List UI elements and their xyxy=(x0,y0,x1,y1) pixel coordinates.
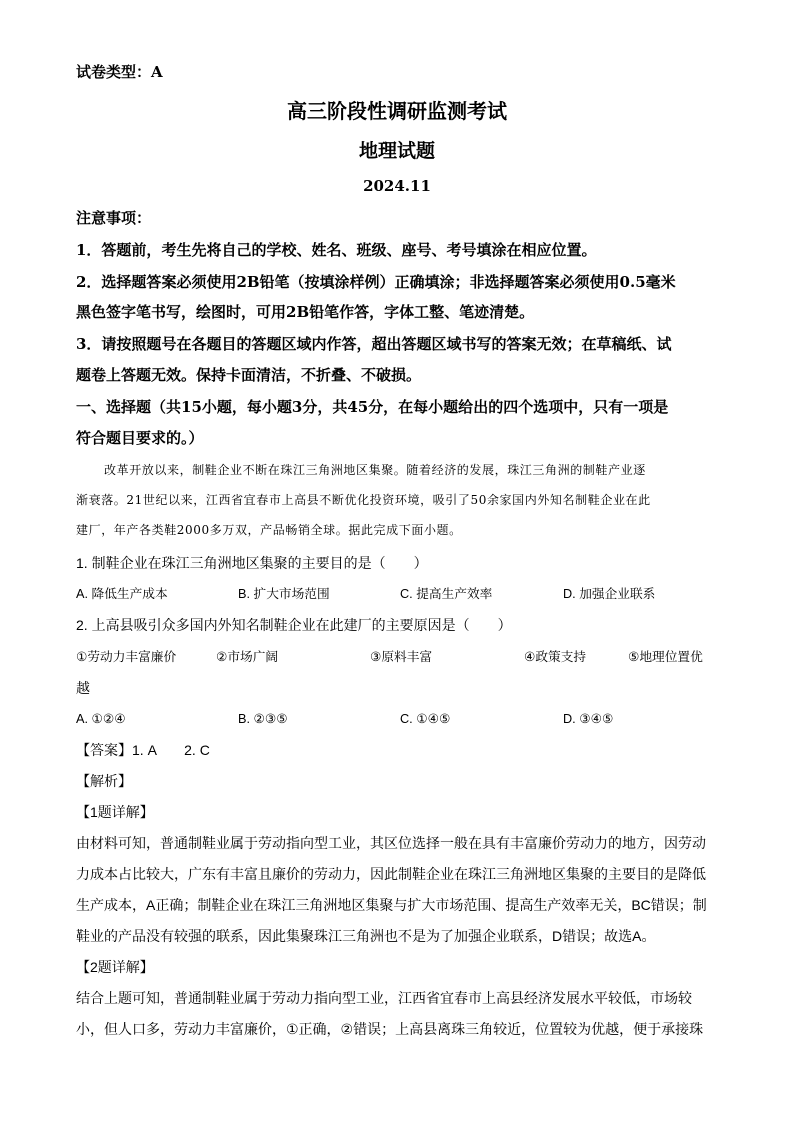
q2-factor-4: ④政策支持 xyxy=(524,650,587,664)
notice-item-3: 3．请按照题号在各题目的答题区域内作答，超出答题区域书写的答案无效；在草稿纸、试 xyxy=(76,335,672,353)
q1-option-b: B. 扩大市场范围 xyxy=(238,587,330,601)
q2-factor-1: ①劳动力丰富廉价 xyxy=(76,650,177,664)
q1-option-c: C. 提高生产效率 xyxy=(400,587,493,601)
detail-2-heading: 【2题详解】 xyxy=(76,959,154,975)
detail-1-line-4: 鞋业的产品没有较强的联系，因此集聚珠江三角洲也不是为了加强企业联系，D错误；故选A。 xyxy=(76,928,656,944)
analysis-label: 【解析】 xyxy=(76,773,132,789)
q2-factor-5-wrap: 越 xyxy=(76,680,90,696)
detail-1-line-2: 力成本占比较大，广东有丰富且廉价的劳动力，因此制鞋企业在珠江三角洲地区集聚的主要目的是降低 xyxy=(76,866,706,882)
answer-label: 【答案】 xyxy=(76,742,132,758)
detail-1-line-3: 生产成本，A正确；制鞋企业在珠江三角洲地区集聚与扩大市场范围、提高生产效率无关，BC错误；制 xyxy=(76,897,707,913)
question-2-stem: 2. 上高县吸引众多国内外知名制鞋企业在此建厂的主要原因是（ ） xyxy=(76,617,512,633)
q1-option-a: A. 降低生产成本 xyxy=(76,587,168,601)
notice-heading: 注意事项： xyxy=(76,209,152,227)
notice-item-1: 1．答题前，考生先将自己的学校、姓名、班级、座号、考号填涂在相应位置。 xyxy=(76,241,597,259)
passage-line-3: 建厂，年产各类鞋2000多万双，产品畅销全球。据此完成下面小题。 xyxy=(76,523,462,537)
section-heading-cont: 符合题目要求的。） xyxy=(76,429,204,447)
q2-factor-2: ②市场广阔 xyxy=(216,650,279,664)
q2-factor-3: ③原料丰富 xyxy=(370,650,433,664)
subject-title: 地理试题 xyxy=(358,140,435,162)
q2-option-d: D. ③④⑤ xyxy=(563,712,614,726)
detail-1-heading: 【1题详解】 xyxy=(76,804,154,820)
exam-title: 高三阶段性调研监测考试 xyxy=(287,99,507,123)
notice-item-2: 2．选择题答案必须使用2B铅笔（按填涂样例）正确填涂；非选择题答案必须使用0.5毫米 xyxy=(76,273,676,291)
paper-type: 试卷类型：A xyxy=(76,63,163,81)
q2-option-b: B. ②③⑤ xyxy=(238,712,288,726)
detail-2-line-1: 结合上题可知，普通制鞋业属于劳动力指向型工业，江西省宜春市上高县经济发展水平较低，市场较 xyxy=(76,990,692,1006)
notice-item-2-cont: 黑色签字笔书写，绘图时，可用2B铅笔作答，字体工整、笔迹清楚。 xyxy=(76,303,535,321)
passage-line-1: 改革开放以来，制鞋企业不断在珠江三角洲地区集聚。随着经济的发展，珠江三角洲的制鞋产业逐 xyxy=(104,463,646,477)
detail-1-line-1: 由材料可知，普通制鞋业属于劳动指向型工业，其区位选择一般在具有丰富廉价劳动力的地方，因劳动 xyxy=(76,835,706,851)
q1-option-d: D. 加强企业联系 xyxy=(563,587,656,601)
q2-option-a: A. ①②④ xyxy=(76,712,126,726)
answer-text: 1. A 2. C xyxy=(132,742,210,758)
question-1-stem: 1. 制鞋企业在珠江三角洲地区集聚的主要目的是（ ） xyxy=(76,555,428,571)
section-heading: 一、选择题（共15小题，每小题3分，共45分，在每小题给出的四个选项中，只有一项是 xyxy=(76,398,669,416)
exam-date: 2024.11 xyxy=(363,177,431,195)
notice-item-3-cont: 题卷上答题无效。保持卡面清洁，不折叠、不破损。 xyxy=(76,366,422,384)
answer-line xyxy=(76,740,210,760)
passage-line-2: 渐衰落。21世纪以来，江西省宜春市上高县不断优化投资环境，吸引了50余家国内外知名制鞋企业在此 xyxy=(76,493,651,507)
detail-2-line-2: 小，但人口多，劳动力丰富廉价，①正确，②错误；上高县离珠三角较近，位置较为优越，便于承接珠 xyxy=(76,1021,704,1037)
q2-factor-5: ⑤地理位置优 xyxy=(628,650,703,664)
q2-option-c: C. ①④⑤ xyxy=(400,712,451,726)
